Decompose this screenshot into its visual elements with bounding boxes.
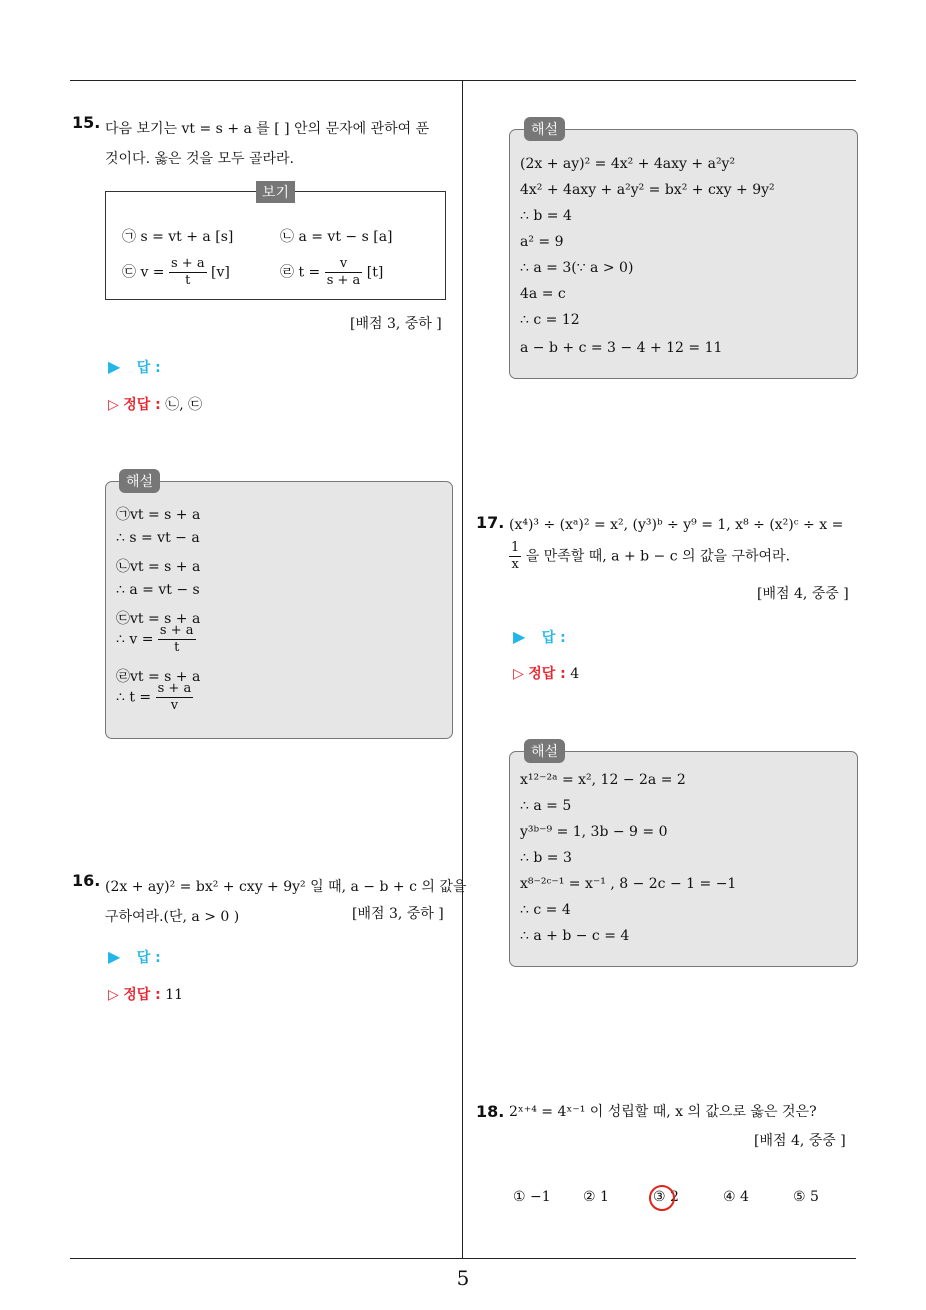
solution-box [509, 751, 858, 967]
numerator: v [325, 256, 363, 273]
correct-answer-row [513, 663, 579, 683]
solution-line: ㉢vt = s + a [116, 611, 201, 627]
play-triangle-icon: ▶ [108, 357, 121, 376]
score-meta: [배점 3, 중하 ] [352, 906, 444, 922]
choice-5[interactable]: ⑤ 5 [793, 1189, 819, 1205]
play-triangle-icon: ▶ [108, 947, 121, 966]
solution-line: x⁸⁻²ᶜ⁻¹ = x⁻¹ , 8 − 2c − 1 = −1 [520, 876, 737, 892]
question-18 [476, 1102, 504, 1121]
question-number: 18. [476, 1102, 505, 1121]
question-15 [72, 113, 100, 132]
denominator: s + a [326, 273, 361, 288]
solution-box [509, 129, 858, 379]
answer-label: 답 : [136, 360, 161, 376]
option-prefix: ㉢ v = [122, 264, 165, 281]
question-line: 다음 보기는 vt = s + a 를 [ ] 안의 문자에 관하여 푼 [105, 121, 430, 137]
solution-line: ∴ b = 3 [520, 850, 572, 866]
solution-line: ㉠vt = s + a [116, 507, 201, 523]
solution-prefix: ∴ t = [116, 689, 152, 706]
selected-circle-mark [649, 1185, 675, 1211]
question-number: 17. [476, 513, 505, 532]
question-line: 을 만족할 때, a + b − c 의 값을 구하여라. [525, 548, 791, 565]
denominator: x [511, 557, 519, 572]
fraction [158, 623, 196, 656]
question-16-text [105, 872, 466, 932]
option-suffix: [v] [211, 264, 230, 281]
answer-row [108, 357, 161, 377]
solution-line: 4x² + 4axy + a²y² = bx² + cxy + 9y² [520, 182, 775, 198]
solution-line: ∴ s = vt − a [116, 530, 200, 546]
correct-value: 4 [570, 666, 580, 682]
solution-line: ∴ a = 5 [520, 798, 572, 814]
numerator: s + a [157, 681, 192, 696]
solution-line: ∴ a = 3(∵ a > 0) [520, 260, 634, 276]
score-meta: [배점 4, 중중 ] [757, 586, 849, 602]
correct-answer-row [108, 984, 183, 1004]
fraction [325, 256, 363, 289]
correct-label: 정답 : [123, 987, 161, 1003]
numerator: 1 [511, 540, 520, 555]
choice-4[interactable]: ④ 4 [723, 1189, 749, 1205]
bogi-option-3 [122, 256, 230, 289]
denominator: t [174, 640, 180, 655]
numerator: s + a [159, 623, 194, 638]
score-meta: [배점 3, 중하 ] [350, 316, 442, 332]
solution-label: 해설 [524, 117, 565, 141]
outline-triangle-icon: ▷ [108, 987, 119, 1003]
option-prefix: ㉣ t = [280, 264, 321, 281]
fraction [509, 540, 521, 573]
question-16 [72, 871, 100, 890]
solution-line: ∴ a = vt − s [116, 582, 200, 598]
choice-2[interactable]: ② 1 [583, 1189, 609, 1205]
answer-label: 답 : [541, 630, 566, 646]
page-number: 5 [456, 1266, 470, 1290]
correct-label: 정답 : [528, 666, 566, 682]
solution-line: x¹²⁻²ᵃ = x², 12 − 2a = 2 [520, 772, 686, 788]
question-line: 것이다. 옳은 것을 모두 골라라. [105, 151, 294, 167]
solution-line: a² = 9 [520, 234, 564, 250]
question-line: 2ˣ⁺⁴ = 4ˣ⁻¹ 이 성립할 때, x 의 값으로 옳은 것은? [509, 1104, 817, 1120]
solution-box [105, 481, 453, 739]
correct-answer-row [108, 394, 202, 414]
top-rule [70, 80, 856, 81]
question-number: 15. [72, 113, 101, 132]
answer-row [108, 947, 161, 967]
question-number: 16. [72, 871, 101, 890]
solution-line: ∴ c = 4 [520, 902, 571, 918]
solution-line: ∴ c = 12 [520, 312, 580, 328]
solution-line: 4a = c [520, 286, 566, 302]
correct-value: 11 [165, 987, 184, 1003]
answer-label: 답 : [136, 950, 161, 966]
solution-label: 해설 [119, 469, 160, 493]
correct-value: ㉡, ㉢ [165, 397, 203, 413]
solution-line: ㉣vt = s + a [116, 669, 201, 685]
fraction [156, 681, 194, 714]
solution-line: a − b + c = 3 − 4 + 12 = 11 [520, 340, 723, 356]
correct-label: 정답 : [123, 397, 161, 413]
bogi-option-4 [280, 256, 383, 289]
outline-triangle-icon: ▷ [513, 666, 524, 682]
fraction [169, 256, 207, 289]
play-triangle-icon: ▶ [513, 627, 526, 646]
question-15-text [105, 114, 429, 174]
choice-3[interactable]: ③ 2 [653, 1189, 679, 1205]
question-line: (x⁴)³ ÷ (xᵃ)² = x², (y³)ᵇ ÷ y⁹ = 1, x⁸ ÷ (x²)ᶜ ÷ x = [509, 517, 844, 533]
bogi-option-2: ㉡ a = vt − s [a] [280, 229, 393, 245]
question-17 [476, 513, 504, 532]
solution-line [116, 623, 196, 656]
bogi-label: 보기 [256, 181, 295, 203]
solution-line [116, 681, 193, 714]
solution-line: ∴ a + b − c = 4 [520, 928, 630, 944]
score-meta: [배점 4, 중중 ] [754, 1133, 846, 1149]
solution-label: 해설 [524, 739, 565, 763]
solution-line: ∴ b = 4 [520, 208, 572, 224]
question-line-2 [509, 540, 790, 573]
solution-line: (2x + ay)² = 4x² + 4axy + a²y² [520, 156, 736, 172]
question-line: (2x + ay)² = bx² + cxy + 9y² 일 때, a − b + c 의 값을 [105, 879, 467, 895]
column-divider [462, 81, 463, 1258]
numerator: s + a [171, 256, 205, 271]
solution-line: ㉡vt = s + a [116, 559, 201, 575]
answer-row [513, 627, 566, 647]
solution-prefix: ∴ v = [116, 631, 154, 648]
denominator: v [170, 698, 179, 713]
outline-triangle-icon: ▷ [108, 397, 119, 413]
solution-line: y³ᵇ⁻⁹ = 1, 3b − 9 = 0 [520, 824, 668, 840]
choice-1[interactable]: ① −1 [513, 1189, 551, 1205]
bottom-rule [70, 1258, 856, 1259]
bogi-option-1: ㉠ s = vt + a [s] [122, 229, 234, 245]
question-line: 구하여라.(단, a > 0 ) [105, 909, 240, 925]
denominator: t [185, 273, 191, 288]
option-suffix: [t] [366, 264, 384, 281]
